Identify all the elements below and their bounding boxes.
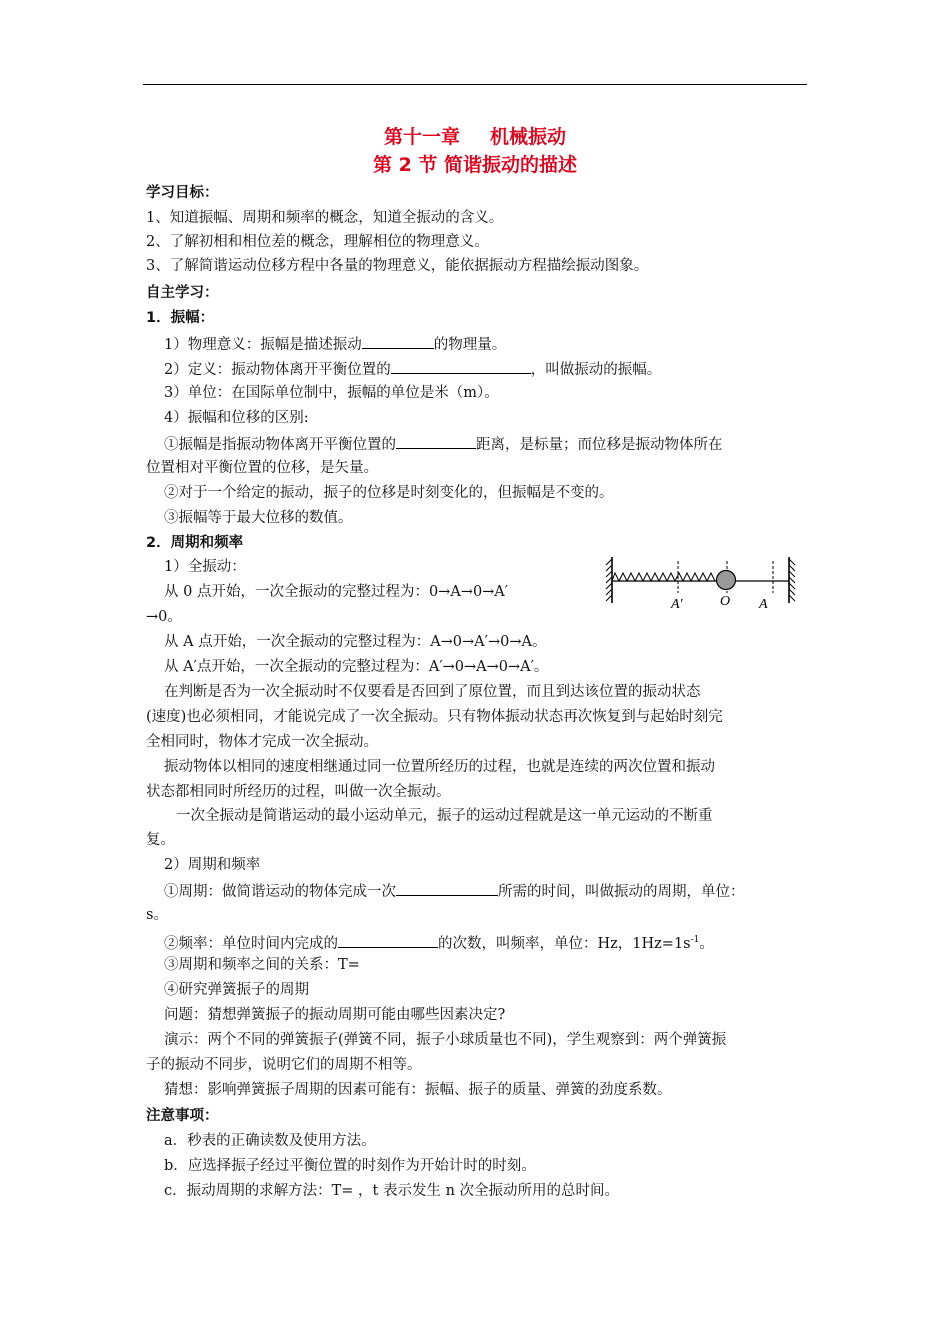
amplitude-point-1-cont: 位置相对平衡位置的位移，是矢量。 xyxy=(146,460,378,476)
paragraph-line: 振动物体以相同的速度相继通过同一位置所经历的过程，也就是连续的两次位置和振动 xyxy=(164,759,715,775)
demo-line-cont: 子的振动不同步，说明它们的周期不相等。 xyxy=(146,1057,422,1073)
period-heading: 2．周期和频率 xyxy=(146,535,244,551)
objectives-heading: 学习目标： xyxy=(146,185,219,201)
label-o: O xyxy=(720,594,731,609)
amplitude-definition: 2）定义：振动物体离开平衡位置的 ，叫做振动的振幅。 xyxy=(164,358,661,380)
note-a: a．秒表的正确读数及使用方法。 xyxy=(164,1133,376,1149)
full-vibration-from-a-prime: 从 A′点开始，一次全振动的完整过程为：A′→0→A→0→A′。 xyxy=(164,659,549,675)
chapter-heading xyxy=(0,122,950,149)
guess-line: 猜想：影响弹簧振子周期的因素可能有：振幅、振子的质量、弹簧的劲度系数。 xyxy=(164,1082,672,1098)
full-vibration-from-o: 从 0 点开始，一次全振动的完整过程为：0→A→0→A′ xyxy=(164,584,509,600)
self-study-heading: 自主学习： xyxy=(146,285,219,301)
amplitude-unit: 3）单位：在国际单位制中，振幅的单位是米（m）。 xyxy=(164,385,499,401)
paragraph-line: 一次全振动是简谐运动的最小运动单元，振子的运动过程就是这一单元运动的不断重 xyxy=(176,808,713,824)
full-vibration-from-a: 从 A 点开始，一次全振动的完整过程为：A→0→A′→0→A。 xyxy=(164,634,547,650)
paragraph-line: 全相同时，物体才完成一次全振动。 xyxy=(146,734,378,750)
blank-fill[interactable] xyxy=(362,333,434,349)
paragraph-line: 状态都相同时所经历的过程，叫做一次全振动。 xyxy=(146,784,451,800)
paragraph-line: 复。 xyxy=(146,832,175,848)
amplitude-point-3: ③振幅等于最大位移的数值。 xyxy=(164,510,353,526)
amplitude-heading: 1．振幅： xyxy=(146,310,215,326)
chapter-number: 第十一章 xyxy=(383,126,460,148)
notes-heading: 注意事项： xyxy=(146,1108,219,1124)
label-a: A xyxy=(759,597,768,612)
period-definition-cont: s。 xyxy=(146,907,168,923)
blank-fill[interactable] xyxy=(391,358,531,374)
left-wall xyxy=(606,557,612,603)
amplitude-point-2: ②对于一个给定的振动，振子的位移是时刻变化的，但振幅是不变的。 xyxy=(164,485,614,501)
spring-coil xyxy=(612,573,715,581)
note-c: c．振动周期的求解方法：T= ，t 表示发生 n 次全振动所用的总时间。 xyxy=(164,1183,620,1199)
amplitude-point-1: ①振幅是指振动物体离开平衡位置的 距离，是标量；而位移是振动物体所在 xyxy=(164,433,723,455)
objective-1: 1、知道振幅、周期和频率的概念，知道全振动的含义。 xyxy=(146,210,504,226)
period-definition: ①周期：做简谐运动的物体完成一次 所需的时间，叫做振动的周期，单位： xyxy=(164,880,745,902)
note-b: b．应选择振子经过平衡位置的时刻作为开始计时的时刻。 xyxy=(164,1158,536,1174)
header-rule xyxy=(143,84,807,85)
objective-3: 3、了解简谐运动位移方程中各量的物理意义，能依据振动方程描绘振动图象。 xyxy=(146,258,649,274)
section-title: 第 2 节 简谐振动的描述 xyxy=(372,154,578,176)
amplitude-vs-displacement: 4）振幅和位移的区别: xyxy=(164,410,309,426)
paragraph-line: 在判断是否为一次全振动时不仅要看是否回到了原位置，而且到达该位置的振动状态 xyxy=(164,684,701,700)
oscillator-ball xyxy=(717,571,736,590)
full-vibration-label: 1）全振动： xyxy=(164,559,246,575)
full-vibration-from-o-cont: →0。 xyxy=(146,609,182,625)
period-frequency-label: 2）周期和频率 xyxy=(164,857,261,873)
spring-oscillator-figure xyxy=(603,553,803,613)
amplitude-meaning: 1）物理意义：振幅是描述振动 的物理量。 xyxy=(164,333,506,355)
period-frequency-relation: ③周期和频率之间的关系：T= xyxy=(164,957,360,973)
right-wall xyxy=(789,557,795,603)
chapter-title: 机械振动 xyxy=(490,126,567,148)
question-line: 问题：猜想弹簧振子的振动周期可能由哪些因素决定? xyxy=(164,1007,506,1023)
frequency-definition: ②频率：单位时间内完成的 的次数，叫频率，单位：Hz，$1Hz=1s^{-1}$。 xyxy=(164,930,714,954)
paragraph-line: (速度)也必须相同，才能说完成了一次全振动。只有物体振动状态再次恢复到与起始时刻完 xyxy=(146,709,723,725)
demo-line: 演示：两个不同的弹簧振子(弹簧不同，振子小球质量也不同)，学生观察到：两个弹簧振 xyxy=(164,1032,727,1048)
blank-fill[interactable] xyxy=(396,433,476,449)
objective-2: 2、了解初相和相位差的概念，理解相位的物理意义。 xyxy=(146,234,489,250)
label-a-prime: A′ xyxy=(671,597,683,612)
blank-fill[interactable] xyxy=(338,932,438,948)
spring-oscillator-study: ④研究弹簧振子的周期 xyxy=(164,982,309,998)
blank-fill[interactable] xyxy=(396,880,498,896)
